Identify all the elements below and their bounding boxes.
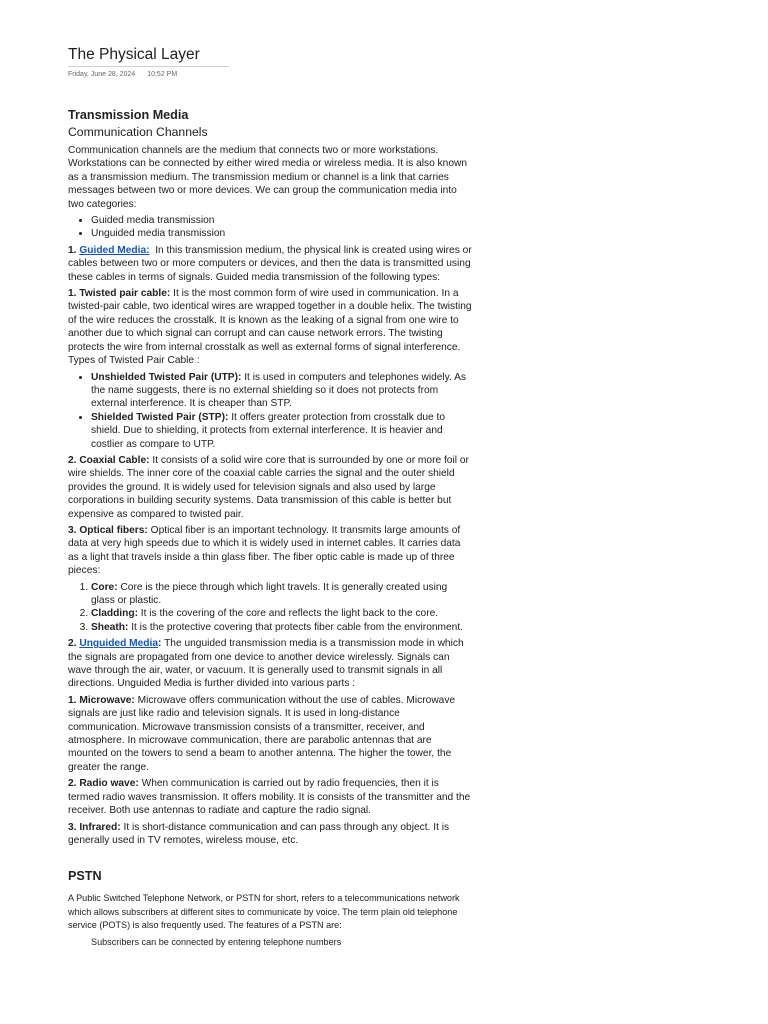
- infrared-paragraph: [68, 821, 473, 848]
- category-item: • Unguided media transmission: [91, 227, 473, 240]
- twisted-pair-text: It is the most common form of wire used in communication. In a twisted-pair cable, two identical wires are wrapped together in a double helix. The twisting of the wire reduces the crosstalk. It is known as the leaking of a signal from one wire to another due to which signal can corrupt and can cause network errors. The twisting protects the wire from internal crosstalk as well as external forms of signal interference. Types of Twisted Pair Cable :: [68, 288, 472, 367]
- sheath-label: Sheath:: [91, 621, 129, 633]
- guided-media-text: In this transmission medium, the physical link is created using wires or cables between two or more computers or devices, and then the data is transmitted using these cables in terms of signals. Guided media transmission of the following types:: [68, 244, 472, 283]
- stp-label: Shielded Twisted Pair (STP):: [91, 411, 229, 423]
- optical-text: Optical fiber is an important technology. It transmits large amounts of data at very high speeds due to which it is widely used in internet cables. It carries data as a light that travels inside a thin glass fiber. The fiber optic cable is made up of three pieces:: [68, 524, 461, 577]
- pstn-feature: Subscribers can be connected by entering telephone numbers: [91, 937, 342, 948]
- list-item: [91, 581, 473, 608]
- list-item: [91, 621, 473, 634]
- utp-label: Unshielded Twisted Pair (UTP):: [91, 371, 242, 383]
- microwave-paragraph: [68, 694, 473, 774]
- infrared-text: It is short-distance communication and can pass through any object. It is generally used in TV remotes, wireless mouse, etc.: [68, 821, 450, 846]
- radio-wave-text: When communication is carried out by radio frequencies, then it is termed radio waves transmission. It offers mobility. It is consists of the transmitter and the receiver. Both use antennas to radiate and capture the radio signal.: [68, 778, 471, 817]
- microwave-label: 1. Microwave:: [68, 694, 135, 706]
- unguided-media-paragraph: [68, 637, 473, 691]
- twisted-pair-paragraph: [68, 287, 473, 367]
- fiber-pieces-list: [68, 581, 473, 635]
- unguided-media-text: The unguided transmission media is a transmission mode in which the signals are propagated from one device to another device wirelessly. Signals can wave through the air, water, or vacuum. It is generally used to transmit signals in all directions. Unguided Media is further divided into various parts :: [68, 638, 464, 690]
- infrared-label: 3. Infrared:: [68, 821, 121, 833]
- list-item: [91, 411, 473, 451]
- radio-wave-label: 2. Radio wave:: [68, 778, 139, 790]
- pstn-paragraph: A Public Switched Telephone Network, or PSTN for short, refers to a telecommunications network which allows subscribers at different sites to communicate by voice. The term plain old telephone service (POTS) is also frequently used. The features of a PSTN are:: [68, 893, 460, 930]
- cladding-label: Cladding:: [91, 608, 138, 620]
- page-date: Friday, June 28, 2024: [68, 71, 136, 78]
- guided-media-link[interactable]: Guided Media:: [79, 244, 150, 256]
- category-list: [68, 214, 473, 241]
- radio-wave-paragraph: [68, 777, 473, 817]
- unguided-media-link[interactable]: Unguided Media: [79, 638, 159, 650]
- page-time: 10:52 PM: [147, 71, 178, 78]
- twisted-pair-label: 1. Twisted pair cable:: [68, 288, 171, 300]
- cladding-text: It is the covering of the core and reflects the light back to the core.: [137, 608, 439, 620]
- unguided-colon: :: [158, 638, 162, 650]
- guided-number: 1.: [68, 244, 77, 256]
- stp-text: It offers greater protection from crosstalk due to shield. Due to shielding, it protects from external interference. It is heavier and costlier as compare to UTP.: [91, 411, 446, 450]
- section-subtitle: Communication Channels: [68, 125, 208, 139]
- coaxial-paragraph: [68, 454, 473, 521]
- optical-paragraph: [68, 524, 473, 578]
- title-divider: [68, 66, 229, 67]
- utp-text: It is used in computers and telephones widely. As the name suggests, there is no external shielding so it does not protects from external interference. It is cheaper than STP.: [91, 371, 467, 410]
- section-heading: Transmission Media: [68, 108, 189, 122]
- page-title: The Physical Layer: [68, 46, 200, 63]
- page-timestamp: [68, 70, 473, 80]
- core-label: Core:: [91, 581, 118, 593]
- list-item: [91, 607, 473, 620]
- list-item: [91, 371, 473, 411]
- optical-label: 3. Optical fibers:: [68, 524, 148, 536]
- sheath-text: It is the protective covering that protects fiber cable from the environment.: [128, 621, 464, 633]
- guided-media-paragraph: [68, 244, 473, 284]
- note-page: [68, 44, 473, 949]
- microwave-text: Microwave offers communication without the use of cables. Microwave signals are just like radio and television signals. It is used in long-distance communication. Microwave transmission consists of a transmitter, receiver, and atmosphere. In microwave communication, there are parabolic antennas that are mounted on the towers to send a beam to another antenna. The higher the tower, the greater the range.: [68, 694, 456, 773]
- core-text: Core is the piece through which light travels. It is generally created using glass or plastic.: [91, 581, 448, 606]
- coaxial-label: 2. Coaxial Cable:: [68, 454, 150, 466]
- unguided-number: 2.: [68, 638, 77, 650]
- intro-paragraph: Communication channels are the medium that connects two or more workstations. Workstations can be connected by either wired media or wireless media. It is also known as a transmission medium. The transmission medium or channel is a link that carries messages between two or more devices. We can group the communication media into two categories:: [68, 145, 468, 210]
- twisted-pair-types: [68, 371, 473, 451]
- category-item: • Guided media transmission: [91, 214, 473, 227]
- coaxial-text: It consists of a solid wire core that is surrounded by one or more foil or wire shields. The inner core of the coaxial cable carries the signal and the outer shield provides the ground. It is widely used for television signals and also used by large corporations in building security systems. Data transmission of this cable is better but expensive as compared to twisted pair.: [68, 454, 469, 520]
- pstn-heading: PSTN: [68, 869, 102, 884]
